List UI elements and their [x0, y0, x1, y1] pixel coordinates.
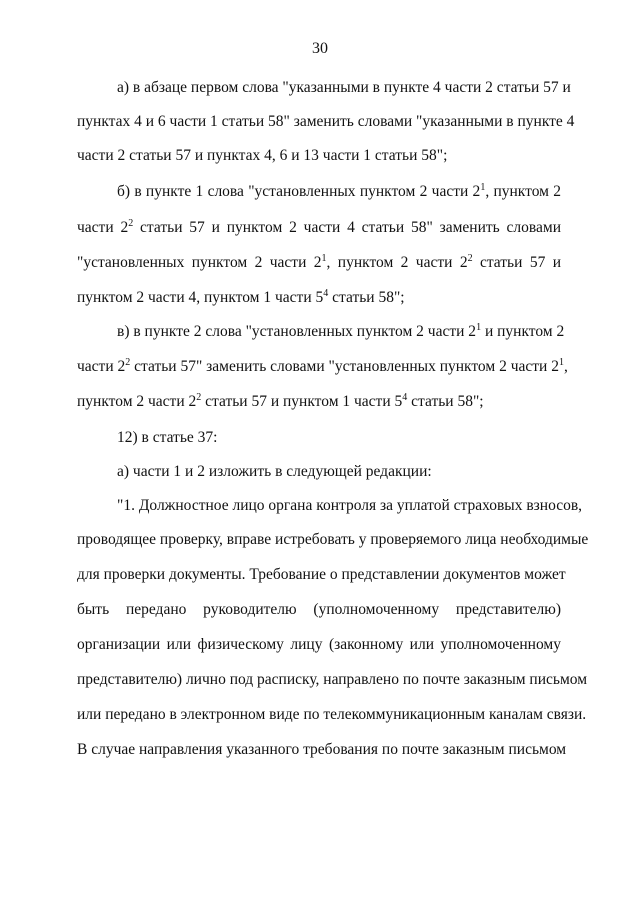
text-line-15: для проверки документы. Требование о представлении документов может: [77, 566, 566, 583]
text-line-3: части 2 статьи 57 и пунктах 4, 6 и 13 части 1 статьи 58";: [77, 147, 448, 164]
text-line-20: В случае направления указанного требования по почте заказным письмом: [77, 741, 567, 758]
text-line-19: или передано в электронном виде по телекоммуникационным каналам связи.: [77, 706, 587, 723]
text-line-7: пунктом 2 части 4, пунктом 1 части $5^4$ статьи 58";: [77, 288, 405, 306]
superscript: 4: [402, 392, 408, 403]
superscript: 2: [125, 357, 131, 368]
text-line-11: 12) в статье 37:: [117, 429, 218, 446]
superscript: 1: [480, 182, 486, 193]
superscript: 2: [128, 218, 134, 229]
text-line-13: "1. Должностное лицо органа контроля за уплатой страховых взносов,: [117, 497, 583, 514]
text-line-14: проводящее проверку, вправе истребовать у проверяемого лица необходимые: [77, 531, 589, 548]
superscript: 1: [558, 357, 564, 368]
superscript: 2: [196, 392, 202, 403]
text-line-8: в) в пункте 2 слова "установленных пунктом 2 части $2^1$ и пунктом 2: [117, 322, 565, 340]
text-line-16: быть передано руководителю (уполномоченному представителю): [77, 601, 561, 618]
superscript: 1: [476, 322, 482, 333]
text-line-9: части $2^2$ статьи 57" заменить словами "установленных пунктом 2 части $2^1$,: [77, 357, 568, 375]
text-line-5: части $2^2$ статьи 57 и пунктом 2 части 4 статьи 58" заменить словами: [77, 218, 562, 236]
text-line-6: "установленных пунктом 2 части $2^1$, пунктом 2 части $2^2$ статьи 57 и: [77, 253, 561, 271]
superscript: 4: [323, 288, 329, 299]
text-line-4: б) в пункте 1 слова "установленных пунктом 2 части $2^1$, пунктом 2: [117, 182, 562, 200]
text-line-2: пунктах 4 и 6 части 1 статьи 58" заменить словами "указанными в пункте 4: [77, 113, 575, 130]
text-line-12: а) части 1 и 2 изложить в следующей редакции:: [117, 463, 432, 480]
superscript: 2: [467, 253, 473, 264]
text-line-10: пунктом 2 части $2^2$ статьи 57 и пунктом 1 части $5^4$ статьи 58";: [77, 392, 484, 410]
text-line-17: организации или физическому лицу (законному или уполномоченному: [77, 636, 561, 653]
text-line-1: а) в абзаце первом слова "указанными в пункте 4 части 2 статьи 57 и: [117, 79, 571, 96]
text-line-18: представителю) лично под расписку, направлено по почте заказным письмом: [77, 671, 588, 688]
page-number: 30: [312, 40, 328, 57]
superscript: 1: [321, 253, 327, 264]
